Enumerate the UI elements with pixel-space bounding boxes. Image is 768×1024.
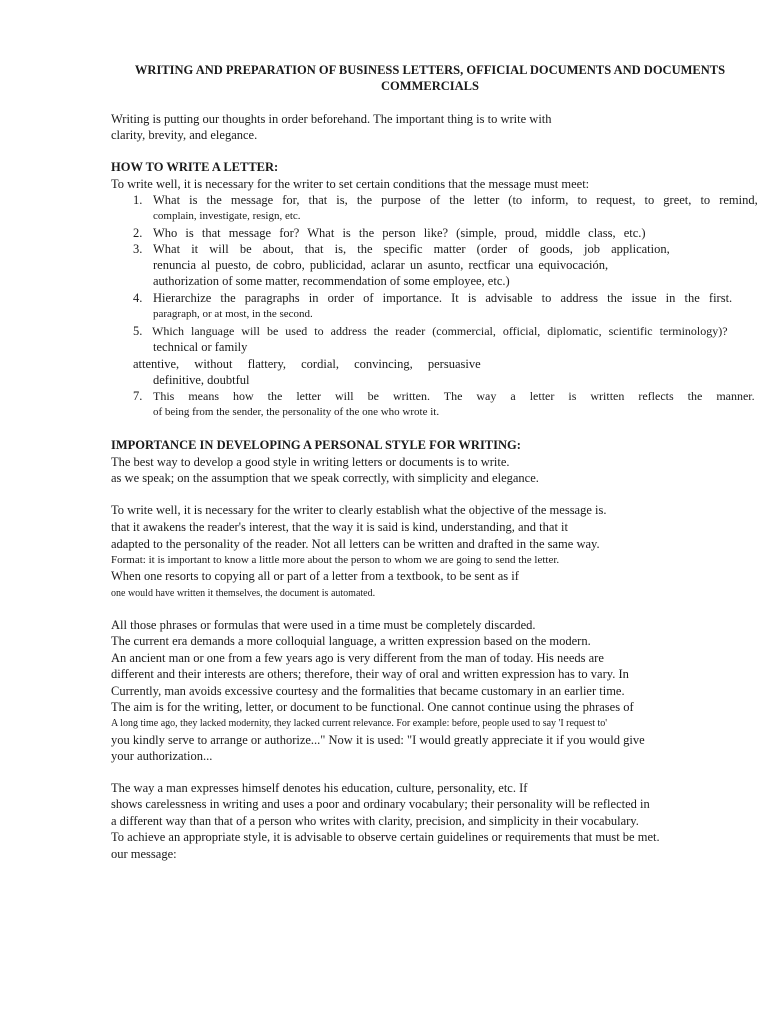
paragraph-line: A long time ago, they lacked modernity, they lacked current relevance. For example: before, people used to say 'I request to' [111, 718, 608, 729]
list-item-line: of being from the sender, the personality of the one who wrote it. [153, 406, 440, 418]
word: that [308, 193, 328, 207]
word: What [153, 193, 181, 207]
paragraph-line: a different way than that of a person who writes with clarity, precision, and simplicity in their vocabulary. [111, 814, 639, 828]
list-item-line: What it will be about, that is, the specific matter (order of goods, job application, [153, 242, 670, 256]
list-item-line: authorization of some matter, recommendation of some employee, etc.) [153, 274, 510, 288]
paragraph-line: different and their interests are others; therefore, their way of oral and written expression has to vary. In [111, 667, 629, 681]
paragraph-line: Currently, man avoids excessive courtesy and the formalities that became customary in an earlier time. [111, 684, 625, 698]
word: the [206, 193, 222, 207]
paragraph-line: Format: it is important to know a little more about the person to whom we are going to send the letter. [111, 554, 560, 566]
word: greet, [663, 193, 692, 207]
document-title: WRITING AND PREPARATION OF BUSINESS LETTERS, OFFICIAL DOCUMENTS AND DOCUMENTS COMMERCIALS [134, 63, 726, 93]
list-item-line: Who is that message for? What is the person like? (simple, proud, middle class, etc.) [153, 226, 646, 240]
word: the [449, 193, 465, 207]
list-item-number: 1. [133, 193, 143, 207]
paragraph-line: you kindly serve to arrange or authorize..." Now it is used: "I would greatly appreciate it if you would give [111, 733, 645, 747]
intro-line: Writing is putting our thoughts in order beforehand. The important thing is to write with [111, 112, 552, 126]
paragraph-line: To achieve an appropriate style, it is advisable to observe certain guidelines or requirements that must be met. [111, 830, 660, 844]
word: purpose [381, 193, 421, 207]
list-item-line [153, 193, 758, 208]
word: to [644, 193, 655, 207]
paragraph-line: The current era demands a more colloquial language, a written expression based on the modern. [111, 634, 591, 648]
paragraph-line: The way a man expresses himself denotes his education, culture, personality, etc. If [111, 781, 528, 795]
paragraph-line: To write well, it is necessary for the writer to clearly establish what the objective of the message is. [111, 503, 607, 517]
word: the [356, 193, 373, 207]
paragraph-line: one would have written it themselves, the document is automated. [111, 588, 376, 599]
paragraph-line: adapted to the personality of the reader. Not all letters can be written and drafted in the same way. [111, 537, 600, 551]
list-item-line: Which language will be used to address the reader (commercial, official, diplomatic, scientific terminology)? [152, 324, 728, 338]
list-item-line: This means how the letter will be written. The way a letter is written reflects the manner. [153, 389, 755, 403]
word: (to [508, 193, 523, 207]
paragraph-line: An ancient man or one from a few years ago is very different from the man of today. His needs are [111, 651, 604, 665]
list-item-line: definitive, doubtful [153, 373, 250, 387]
list-item-line: attentive, without flattery, cordial, convincing, persuasive [133, 357, 481, 371]
list-item-line: complain, investigate, resign, etc. [153, 210, 301, 222]
list-item-line: technical or family [153, 340, 248, 354]
list-item-line: Hierarchize the paragraphs in order of importance. It is advisable to address the issue in the first. [153, 291, 733, 305]
paragraph-line: The best way to develop a good style in writing letters or documents is to write. [111, 455, 510, 469]
section-heading-how-to-write: HOW TO WRITE A LETTER: [111, 160, 279, 174]
paragraph-line: When one resorts to copying all or part of a letter from a textbook, to be sent as if [111, 569, 519, 583]
section-heading-personal-style: IMPORTANCE IN DEVELOPING A PERSONAL STYLE FOR WRITING: [111, 438, 521, 452]
word: is, [336, 193, 348, 207]
list-item-line: paragraph, or at most, in the second. [153, 308, 313, 320]
paragraph-line: our message: [111, 847, 177, 861]
paragraph-line: that it awakens the reader's interest, that the way it is said is kind, understanding, and that it [111, 520, 569, 534]
word: message [230, 193, 274, 207]
word: inform, [531, 193, 569, 207]
word: for, [282, 193, 300, 207]
word: to [577, 193, 588, 207]
section-lead: To write well, it is necessary for the writer to set certain conditions that the message must meet: [111, 177, 590, 191]
list-item-number: 3. [133, 242, 143, 256]
word: request, [596, 193, 636, 207]
paragraph-line: shows carelessness in writing and uses a poor and ordinary vocabulary; their personality will be reflected in [111, 797, 650, 811]
list-item-number: 4. [133, 291, 143, 305]
list-item-number: 5. [133, 324, 143, 338]
list-item-number: 7. [133, 389, 143, 403]
list-item-line: renuncia al puesto, de cobro, publicidad, aclarar un asunto, rectficar una equivocación, [153, 258, 609, 272]
list-item-number: 2. [133, 226, 143, 240]
word: remind, [719, 193, 758, 207]
word: to [700, 193, 711, 207]
intro-line: clarity, brevity, and elegance. [111, 128, 258, 142]
paragraph-line: your authorization... [111, 749, 213, 763]
word: is [189, 193, 198, 207]
paragraph-line: as we speak; on the assumption that we speak correctly, with simplicity and elegance. [111, 471, 539, 485]
paragraph-line: The aim is for the writing, letter, or document to be functional. One cannot continue using the phrases of [111, 700, 634, 714]
word: letter [473, 193, 500, 207]
word: of [429, 193, 441, 207]
paragraph-line: All those phrases or formulas that were used in a time must be completely discarded. [111, 618, 536, 632]
